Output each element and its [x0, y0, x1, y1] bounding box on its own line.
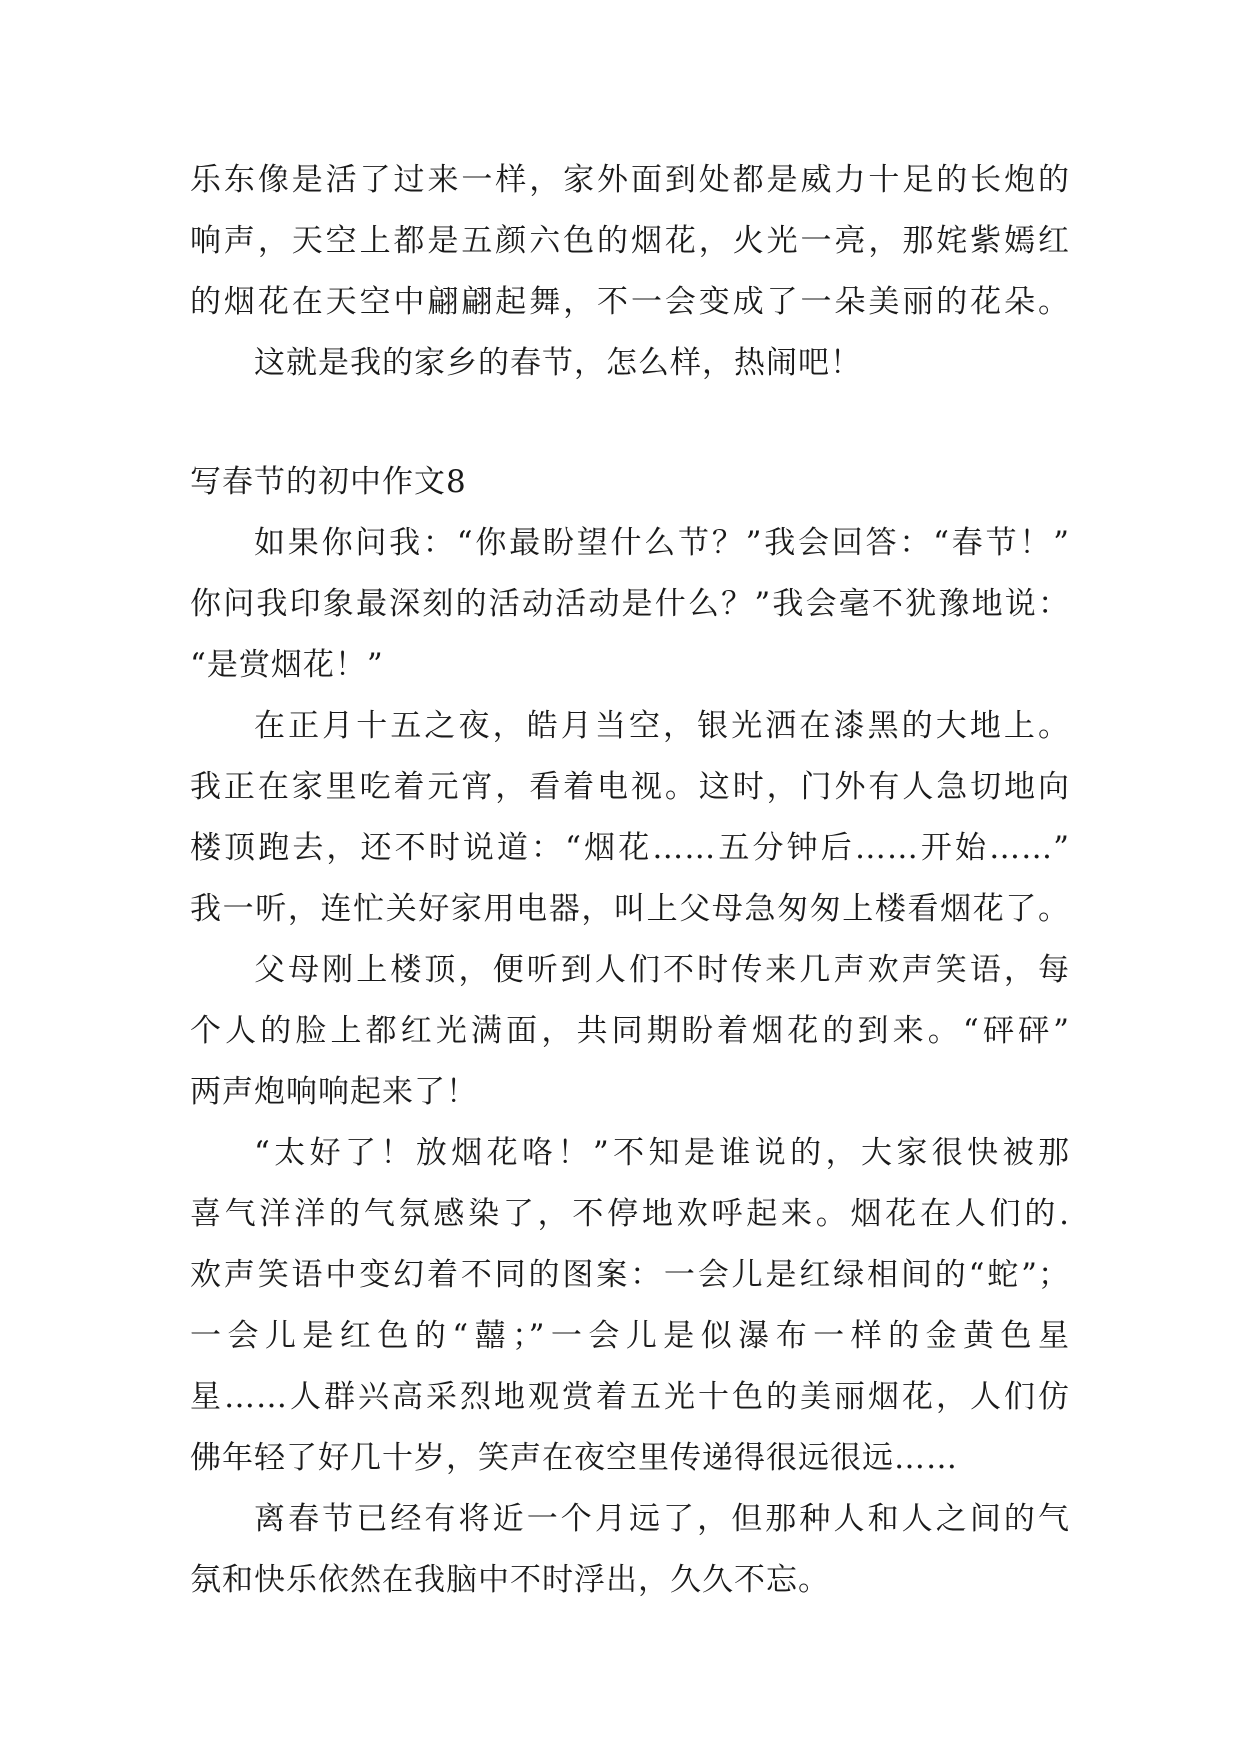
section-heading: 写春节的初中作文8	[190, 464, 467, 500]
text-line: 你问我印象最深刻的活动活动是什么？”我会毫不犹豫地说：	[190, 586, 1070, 622]
text-line: 欢声笑语中变幻着不同的图案：一会儿是红绿相间的“蛇”；	[190, 1257, 1070, 1293]
text-line: 的烟花在天空中翩翩起舞，不一会变成了一朵美丽的花朵。	[190, 284, 1070, 320]
text-line: 如果你问我：“你最盼望什么节？”我会回答：“春节！”	[254, 525, 1070, 561]
text-line: 楼顶跑去，还不时说道：“烟花……五分钟后……开始……”	[190, 830, 1070, 866]
text-line: 个人的脸上都红光满面，共同期盼着烟花的到来。“砰砰”	[190, 1013, 1070, 1049]
text-line: 两声炮响响起来了！	[190, 1074, 478, 1110]
text-line: 佛年轻了好几十岁，笑声在夜空里传递得很远很远……	[190, 1440, 958, 1476]
text-line: “太好了！放烟花咯！”不知是谁说的，大家很快被那	[254, 1135, 1070, 1171]
text-line: 响声，天空上都是五颜六色的烟花，火光一亮，那姹紫嫣红	[190, 223, 1070, 259]
section-gap	[190, 394, 1070, 452]
text-line: 星……人群兴高采烈地观赏着五光十色的美丽烟花，人们仿	[190, 1379, 1070, 1415]
text-line: 乐东像是活了过来一样，家外面到处都是威力十足的长炮的	[190, 162, 1070, 198]
text-line: 在正月十五之夜，皓月当空，银光洒在漆黑的大地上。	[254, 708, 1070, 744]
text-line: 我正在家里吃着元宵，看着电视。这时，门外有人急切地向	[190, 769, 1070, 805]
text-line: 父母刚上楼顶，便听到人们不时传来几声欢声笑语，每	[254, 952, 1070, 988]
document-page	[190, 150, 1070, 1611]
text-line: 我一听，连忙关好家用电器，叫上父母急匆匆上楼看烟花了。	[190, 891, 1070, 927]
text-line: 离春节已经有将近一个月远了，但那种人和人之间的气	[254, 1501, 1070, 1537]
text-line: 喜气洋洋的气氛感染了，不停地欢呼起来。烟花在人们的.	[190, 1196, 1070, 1232]
text-line: 一会儿是红色的“囍；”一会儿是似瀑布一样的金黄色星	[190, 1318, 1070, 1354]
text-line: “是赏烟花！”	[190, 647, 384, 683]
text-line: 这就是我的家乡的春节，怎么样，热闹吧！	[254, 345, 862, 381]
text-line: 氛和快乐依然在我脑中不时浮出，久久不忘。	[190, 1562, 830, 1598]
